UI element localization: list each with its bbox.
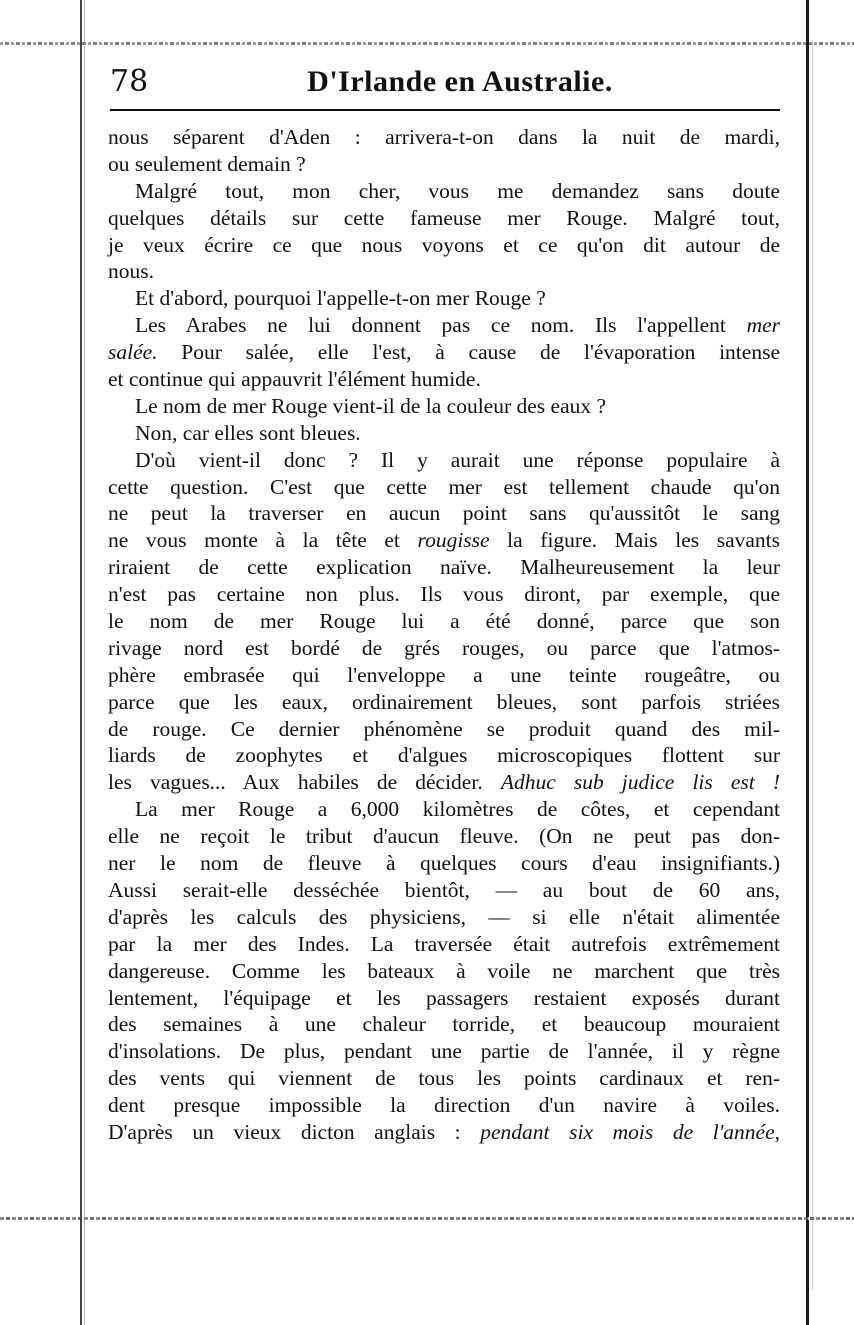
text-line: D'où vient-il donc ? Il y aurait une réponse populaire à <box>135 447 780 472</box>
text-line: et continue qui appauvrit l'élément humide. <box>108 367 481 392</box>
page-header <box>110 62 780 102</box>
body-text <box>108 124 780 1146</box>
text-line <box>108 1119 780 1146</box>
text-line: quelques détails sur cette fameuse mer Rouge. Malgré tout, <box>108 205 780 230</box>
text-line <box>108 527 780 554</box>
page-edge-right <box>806 0 809 1325</box>
italic-segment: salée. <box>108 340 158 365</box>
text-line <box>108 312 780 339</box>
text-line: liards de zoophytes et d'algues microscopiques flottent sur <box>108 743 780 768</box>
text-segment: la figure. Mais les savants <box>489 528 781 553</box>
text-line: dent presque impossible la direction d'un navire à voiles. <box>108 1093 780 1118</box>
text-line: d'insolations. De plus, pendant une partie de l'année, il y règne <box>108 1039 780 1064</box>
text-line: La mer Rouge a 6,000 kilomètres de côtes, et cependant <box>135 797 780 822</box>
italic-segment: mer <box>746 313 780 338</box>
text-line: de rouge. Ce dernier phénomène se produit quand des mil- <box>108 716 780 741</box>
page-edge-left <box>80 0 82 1325</box>
text-line: le nom de mer Rouge lui a été donné, parce que son <box>108 609 780 634</box>
text-line <box>108 339 780 366</box>
text-line: ne peut la traverser en aucun point sans qu'aussitôt le sang <box>108 501 780 526</box>
italic-segment: Adhuc sub judice lis est ! <box>500 770 780 795</box>
text-line: lentement, l'équipage et les passagers restaient exposés durant <box>108 985 780 1010</box>
text-line: Malgré tout, mon cher, vous me demandez sans doute <box>135 178 780 203</box>
text-line: je veux écrire ce que nous voyons et ce qu'on dit autour de <box>108 232 780 257</box>
text-line: des vents qui viennent de tous les points cardinaux et ren- <box>108 1066 780 1091</box>
text-line: des semaines à une chaleur torride, et beaucoup mouraient <box>108 1012 780 1037</box>
text-line: cette question. C'est que cette mer est tellement chaude qu'on <box>108 474 780 499</box>
text-line: par la mer des Indes. La traversée était autrefois extrêmement <box>108 931 780 956</box>
text-line: n'est pas certaine non plus. Ils vous diront, par exemple, que <box>108 582 780 607</box>
text-line: ner le nom de fleuve à quelques cours d'eau insignifiants.) <box>108 851 780 876</box>
text-line: parce que les eaux, ordinairement bleues, sont parfois striées <box>108 689 780 714</box>
header-rule <box>110 109 780 111</box>
text-line: rivage nord est bordé de grés rouges, ou parce que l'atmos- <box>108 635 780 660</box>
text-line: phère embrasée qui l'enveloppe a une teinte rougeâtre, ou <box>108 662 780 687</box>
text-segment: D'après un vieux dicton anglais : <box>108 1119 481 1144</box>
text-line: nous. <box>108 259 154 284</box>
scan-border-top <box>0 42 854 45</box>
running-title: D'Irlande en Australie. <box>307 65 613 98</box>
text-line: Le nom de mer Rouge vient-il de la couleur des eaux ? <box>135 393 607 418</box>
page-edge-right-shadow <box>812 40 813 1290</box>
text-line: dangereuse. Comme les bateaux à voile ne marchent que très <box>108 958 780 983</box>
text-line: nous séparent d'Aden : arrivera-t-on dans la nuit de mardi, <box>108 125 780 149</box>
italic-segment: pendant six mois de l'année, <box>480 1119 780 1144</box>
text-line: Aussi serait-elle desséchée bientôt, — au bout de 60 ans, <box>108 877 780 902</box>
scan-border-bottom <box>0 1217 854 1220</box>
text-line: Non, car elles sont bleues. <box>135 420 361 445</box>
text-segment: ne vous monte à la tête et <box>108 528 418 553</box>
italic-segment: rougisse <box>417 528 490 553</box>
text-line: elle ne reçoit le tribut d'aucun fleuve. (On ne peut pas don- <box>108 824 780 849</box>
page-number: 78 <box>110 64 149 99</box>
page-edge-left-shadow <box>84 0 85 1325</box>
text-line <box>108 769 780 796</box>
text-line: d'après les calculs des physiciens, — si elle n'était alimentée <box>108 904 780 929</box>
text-segment: Pour salée, elle l'est, à cause de l'évaporation intense <box>157 340 780 365</box>
text-segment: les vagues... Aux habiles de décider. <box>108 770 501 795</box>
text-line: Et d'abord, pourquoi l'appelle-t-on mer Rouge ? <box>135 286 546 311</box>
text-line: riraient de cette explication naïve. Malheureusement la leur <box>108 555 780 580</box>
text-line: ou seulement demain ? <box>108 151 306 176</box>
text-segment: Les Arabes ne lui donnent pas ce nom. Ils l'appellent <box>135 313 747 338</box>
